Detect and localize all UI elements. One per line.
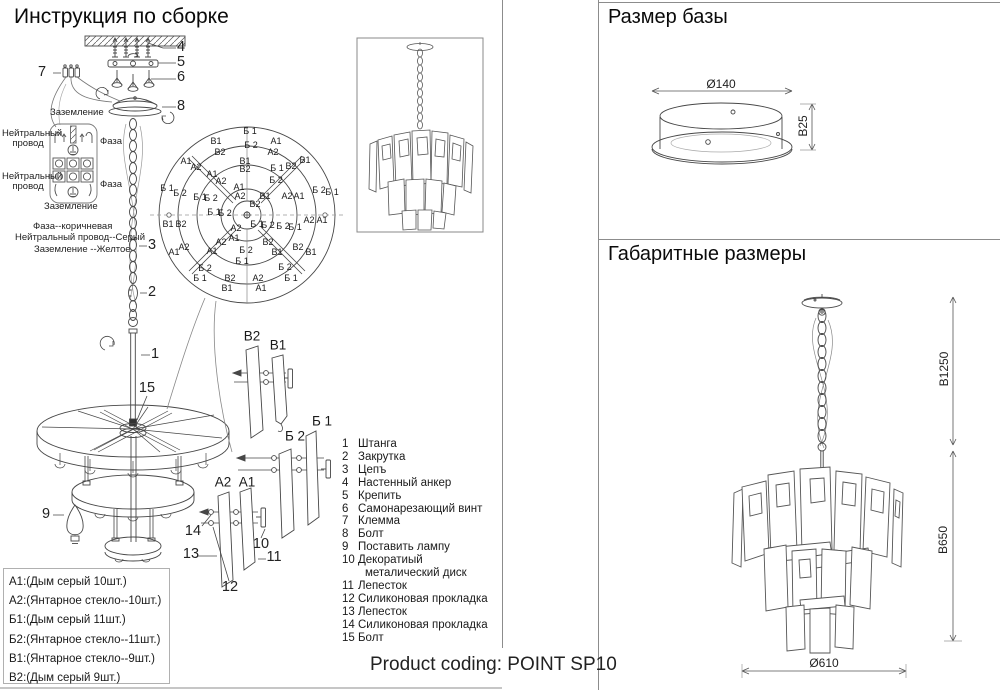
plate-position-label: А2: [303, 215, 315, 225]
plate-position-label: А1: [228, 233, 240, 243]
legend-line: В2:(Дым серый 9шт.): [9, 672, 121, 685]
plate-position-label: В2: [224, 273, 236, 283]
plate-position-label: Б 2: [261, 220, 275, 230]
plate-position-label: А2: [234, 191, 246, 201]
label-neutral-wire-top: Нейтральный провод: [2, 128, 63, 149]
plate-type-label: Б 1: [311, 413, 333, 429]
plate-type-label: А1: [238, 474, 256, 490]
parts-list-row: 6 Самонарезающий винт: [342, 502, 483, 515]
plate-position-label: Б 1: [270, 163, 284, 173]
page-title: Инструкция по сборке: [14, 5, 229, 28]
plate-position-label: Б 2: [173, 188, 187, 198]
parts-list-row: 1 Штанга: [342, 438, 397, 450]
plate-position-label: В1: [271, 247, 283, 257]
parts-list-row: 7 Клемма: [342, 515, 401, 528]
overall-size-title: Габаритные размеры: [608, 243, 807, 265]
base-size-title: Размер базы: [608, 6, 728, 28]
plate-position-label: В1: [210, 136, 222, 146]
plate-position-label: В2: [239, 164, 251, 174]
plate-type-label: В1: [269, 337, 287, 353]
plate-position-label: В1: [162, 219, 174, 229]
callout-number: 7: [37, 64, 47, 80]
plate-position-label: Б 1: [284, 273, 298, 283]
plate-position-label: В2: [175, 219, 187, 229]
callout-number: 1: [150, 346, 160, 362]
callout-number: 6: [176, 69, 186, 85]
wire-color-note-ground: Заземление --Желтое: [34, 244, 131, 255]
plate-type-label: Б 2: [284, 428, 306, 444]
plate-position-label: Б 1: [250, 219, 264, 229]
legend-line: В1:(Янтарное стекло--9шт.): [9, 652, 155, 665]
parts-list-row: 13 Лепесток: [342, 605, 407, 618]
label-phase-bottom: Фаза: [100, 179, 123, 190]
parts-list-row: 9 Поставить лампу: [342, 541, 450, 554]
plate-position-label: А2: [178, 242, 190, 252]
plate-type-label: А2: [214, 474, 232, 490]
callout-number: 11: [266, 549, 282, 565]
legend-line: А1:(Дым серый 10шт.): [9, 576, 127, 588]
plate-position-label: Б 1: [235, 256, 249, 266]
product-coding: Product coding: POINT SP10: [370, 654, 617, 675]
parts-list-row: 2 Закрутка: [342, 450, 406, 463]
callout-number: 9: [41, 506, 51, 522]
plate-position-label: В1: [305, 247, 317, 257]
plate-position-label: Б 2: [204, 193, 218, 203]
plate-position-label: В2: [292, 242, 304, 252]
callout-number: 3: [147, 237, 157, 253]
plate-position-label: А2: [230, 223, 242, 233]
plate-position-label: Б 2: [239, 245, 253, 255]
plate-position-label: Б 1: [193, 192, 207, 202]
parts-list-row: 10 Декоратиый: [342, 554, 423, 567]
plate-position-label: А1: [233, 182, 245, 192]
callout-number: 10: [252, 536, 270, 552]
plate-position-label: Б 1: [160, 183, 174, 193]
dim-body-height: B650: [936, 525, 950, 555]
dim-total-height: B1250: [937, 351, 951, 387]
plate-position-label: Б 2: [244, 140, 258, 150]
plate-position-label: В2: [285, 161, 297, 171]
plate-position-label: А2: [215, 237, 227, 247]
glass-legend-box: [3, 568, 170, 684]
callout-number: 14: [184, 523, 202, 539]
parts-list: [342, 438, 504, 645]
callout-number: 4: [176, 39, 186, 55]
wire-color-note-neutral: Нейтральный провод--Серый: [15, 232, 146, 243]
plate-position-label: Б 2: [198, 263, 212, 273]
callout-number: 8: [176, 98, 186, 114]
wire-color-note-phase: Фаза--коричневая: [33, 221, 113, 232]
plate-position-label: Б 2: [312, 185, 326, 195]
parts-list-row: 8 Болт: [342, 528, 384, 541]
label-ground-top: Заземление: [50, 107, 104, 118]
plate-position-label: А1: [270, 136, 282, 146]
label-ground-bottom: Заземление: [44, 201, 98, 212]
plate-position-label: Б 1: [207, 207, 221, 217]
plate-position-label: Б 2: [269, 175, 283, 185]
dim-body-diameter: Ø610: [809, 656, 839, 670]
plate-position-label: А2: [252, 273, 264, 283]
plate-position-label: В2: [262, 237, 274, 247]
plate-position-label: А1: [206, 246, 218, 256]
plate-position-label: Б 1: [243, 126, 257, 136]
plate-position-label: Б 1: [325, 187, 339, 197]
plate-position-label: Б 1: [288, 222, 302, 232]
plate-position-label: В1: [259, 191, 271, 201]
callout-number: 5: [176, 54, 186, 70]
legend-line: Б1:(Дым серый 11шт.): [9, 614, 126, 627]
plate-position-label: Б 2: [218, 208, 232, 218]
parts-list-row: 15 Болт: [342, 631, 384, 644]
parts-list-row: 3 Цепъ: [342, 463, 387, 476]
legend-line: Б2:(Янтарное стекло--11шт.): [9, 633, 161, 646]
dim-base-height: B25: [796, 115, 810, 137]
parts-list-row: 11 Лепесток: [342, 579, 407, 592]
parts-list-row: 14 Силиконовая прокладка: [342, 618, 488, 631]
callout-number: 13: [182, 546, 200, 562]
plate-position-label: А2: [281, 191, 293, 201]
parts-list-row: 4 Настенный анкер: [342, 476, 452, 489]
plate-position-label: В1: [299, 155, 311, 165]
parts-list-row: 12 Силиконовая прокладка: [342, 592, 488, 605]
plate-position-label: А1: [168, 247, 180, 257]
plate-position-label: А1: [293, 191, 305, 201]
plate-position-label: Б 2: [276, 221, 290, 231]
dim-base-diameter: Ø140: [706, 77, 736, 91]
plate-position-label: В2: [214, 147, 226, 157]
plate-position-label: Б 1: [193, 273, 207, 283]
plate-position-label: В1: [221, 283, 233, 293]
plate-position-label: А1: [316, 215, 328, 225]
label-phase-top: Фаза: [100, 136, 123, 147]
plate-type-label: В2: [243, 328, 261, 344]
callout-number: 12: [221, 579, 239, 595]
plate-position-label: А2: [190, 162, 202, 172]
parts-list-row: металический диск: [365, 567, 467, 580]
plate-position-label: В1: [239, 156, 251, 166]
plate-position-label: Б 2: [278, 262, 292, 272]
plate-position-label: А1: [180, 156, 192, 166]
parts-list-row: 5 Крепить: [342, 489, 402, 502]
plate-position-label: А2: [215, 176, 227, 186]
callout-number: 2: [147, 284, 157, 300]
plate-position-label: А1: [206, 169, 218, 179]
plate-position-label: А2: [267, 147, 279, 157]
legend-line: А2:(Янтарное стекло--10шт.): [9, 595, 162, 608]
plate-position-label: А1: [255, 283, 267, 293]
label-neutral-wire-bottom: Нейтральный провод: [2, 171, 63, 192]
plate-position-label: В2: [249, 199, 261, 209]
callout-number: 15: [138, 380, 156, 396]
